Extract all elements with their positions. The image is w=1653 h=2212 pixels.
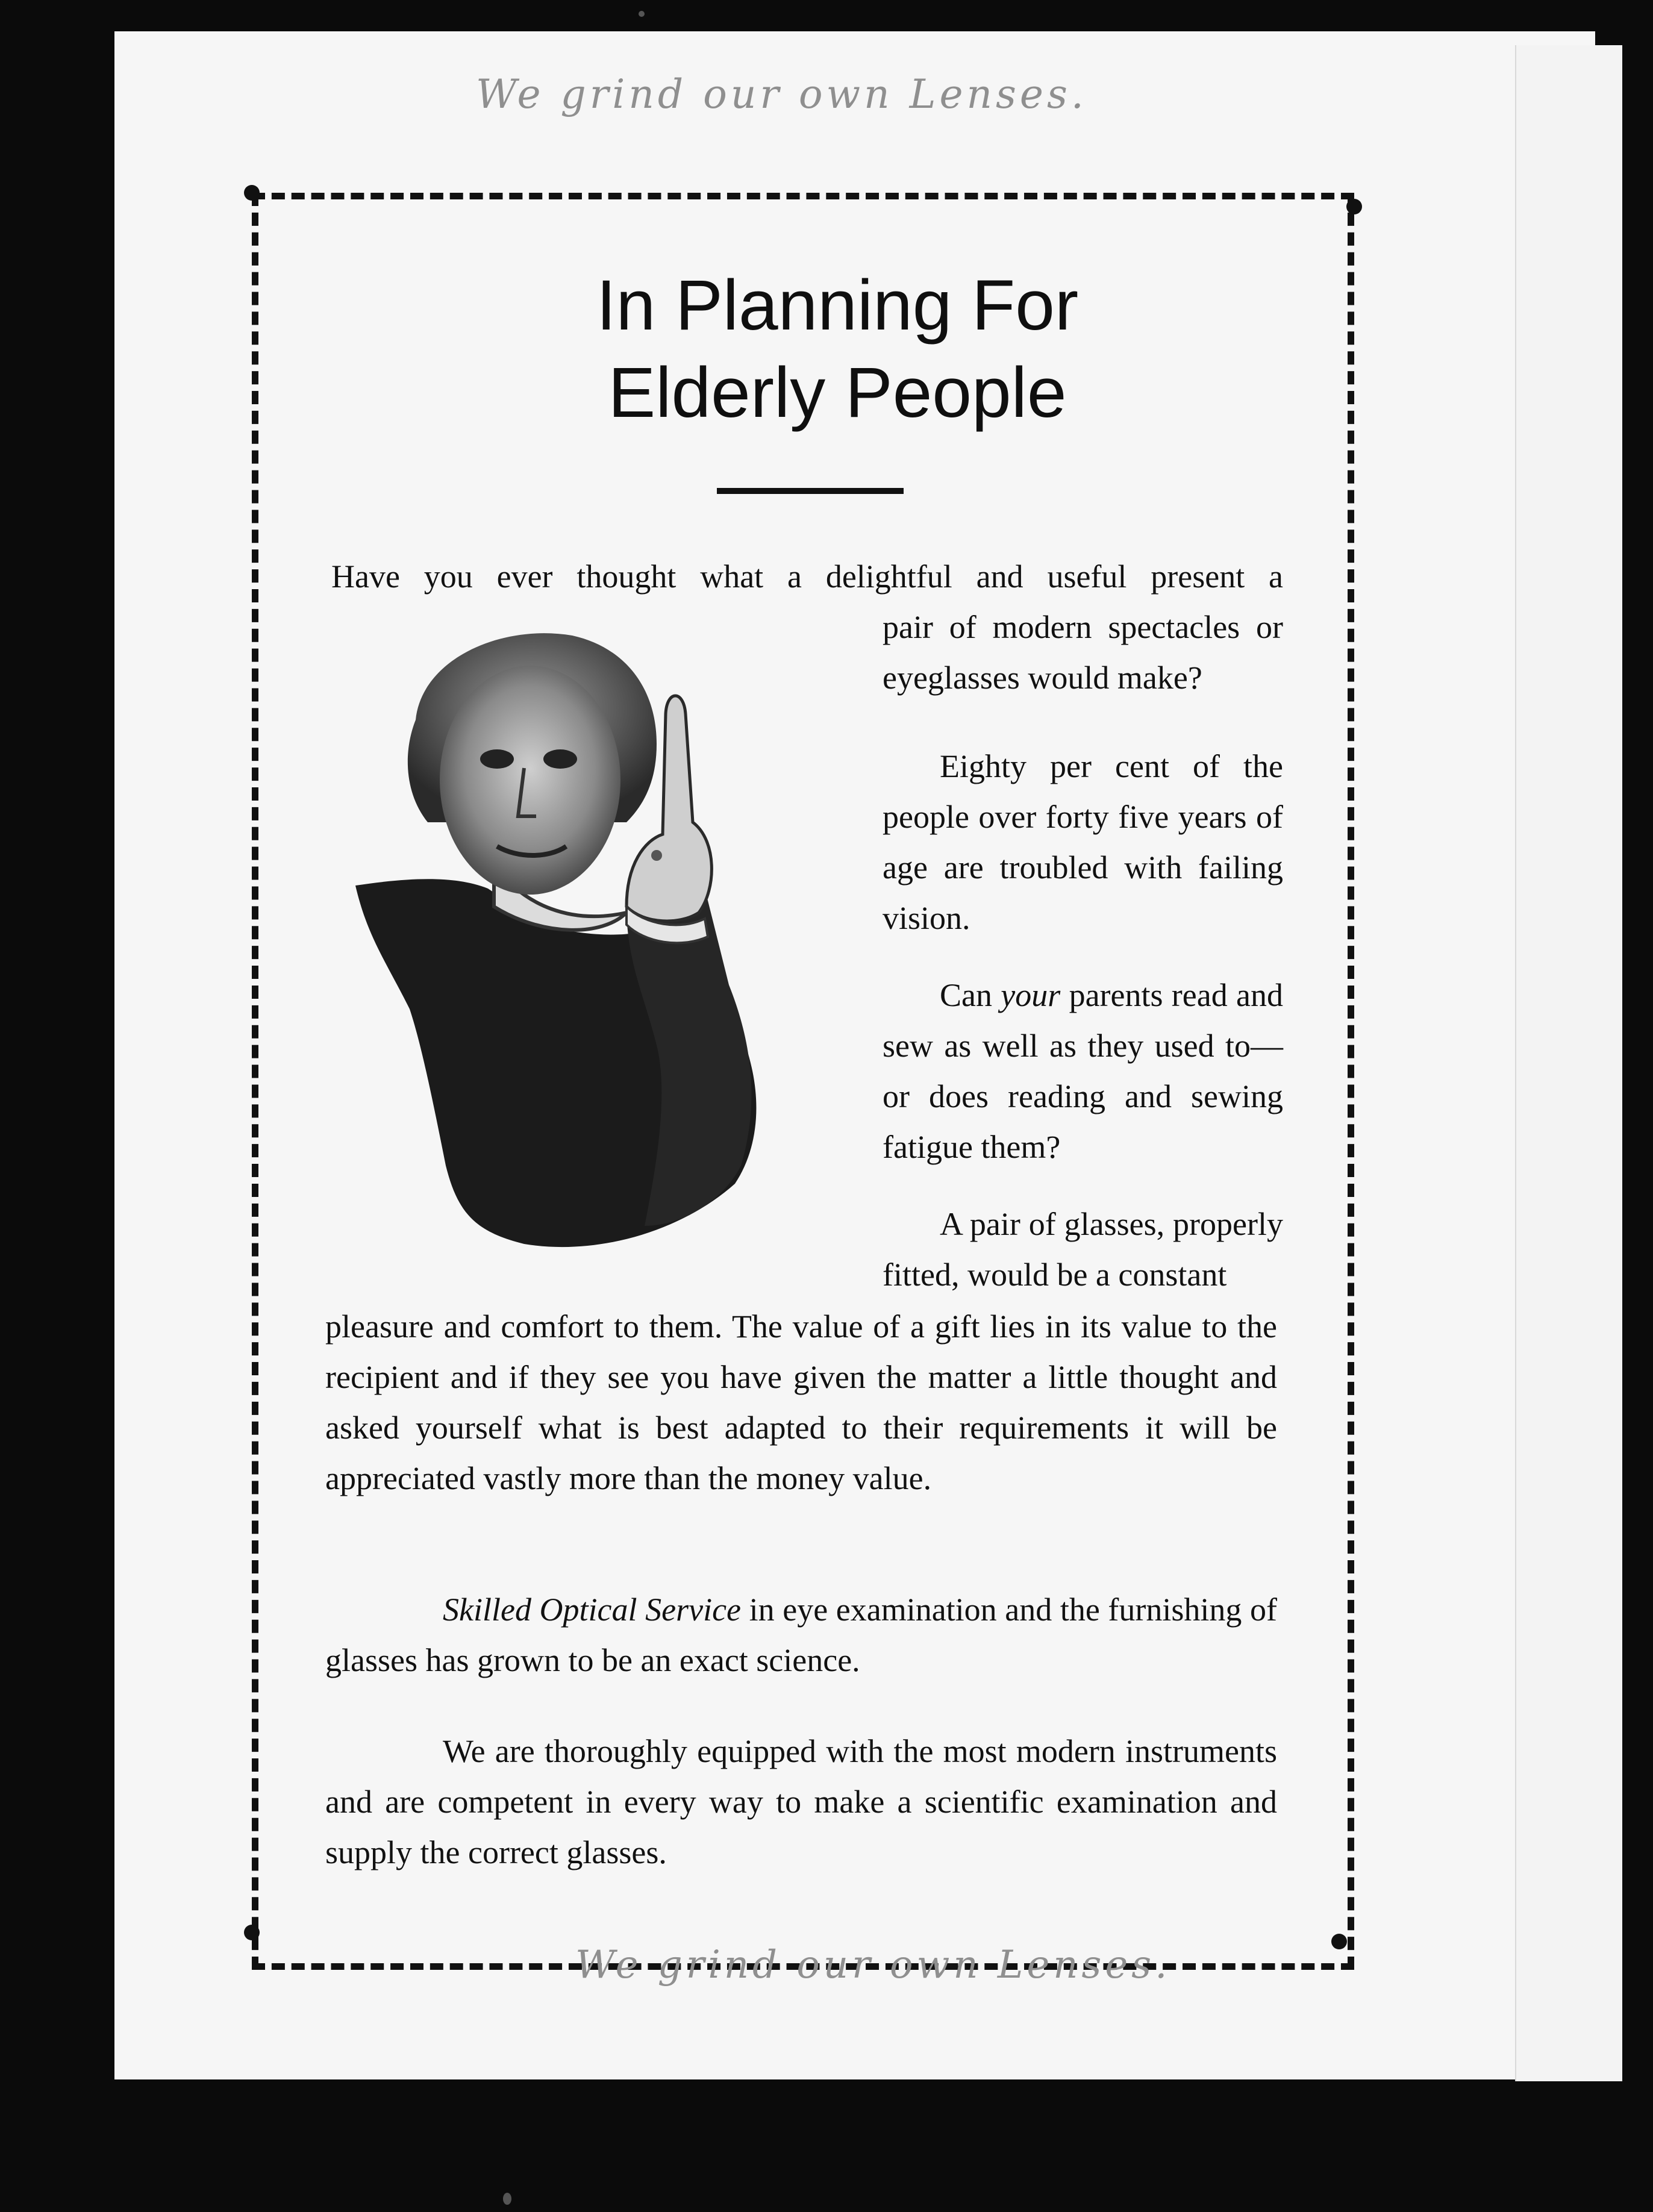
- title-line-1: In Planning For: [596, 266, 1079, 345]
- scan-speck: [639, 11, 645, 17]
- border-corner-ornament: [244, 1925, 260, 1940]
- scan-speck: [503, 2193, 511, 2205]
- paragraph-1-continuation: pair of modern spectacles or eyeglasses would make?: [883, 609, 1283, 696]
- paragraph-6: We are thoroughly equipped with the most modern instruments and are competent in every way to make a scientific examination and supply the correct glasses.: [325, 1733, 1277, 1870]
- paragraph-4-body: pleasure and comfort to them. The value of a gift lies in its value to the recipient and if they see you have given the matter a little thought and asked yourself what is best adapted to their requirements it will be appreciated vastly more than the money value.: [325, 1308, 1277, 1496]
- title-underline-rule: [717, 488, 904, 494]
- elderly-woman-illustration: [343, 623, 886, 1274]
- ad-title: [518, 262, 1157, 437]
- paragraph-4-opening: A pair of glasses, properly fitted, would be a constant: [883, 1206, 1283, 1293]
- paragraph-3: [883, 970, 1283, 1172]
- paragraph-1-first-line: Have you ever thought what a delightful and useful present a: [331, 558, 1283, 595]
- paragraph-3-body: parents read and sew as well as they used to—or does reading and sewing fatigue them?: [883, 977, 1283, 1165]
- paragraph-3-emphasis: your: [1001, 977, 1061, 1013]
- border-corner-ornament: [1331, 1934, 1347, 1949]
- paragraph-5-emphasis: Skilled Optical Service: [443, 1592, 742, 1628]
- paragraph-2: Eighty per cent of the people over forty five years of age are troubled with failing vision.: [883, 748, 1283, 936]
- border-corner-ornament: [1346, 199, 1362, 214]
- title-line-2: Elderly People: [608, 353, 1067, 433]
- paragraph-5: [325, 1584, 1277, 1686]
- paragraph-5-body: in eye examination and the furnishing of glasses has grown to be an exact science.: [325, 1592, 1277, 1678]
- facing-page-edge: [1515, 45, 1622, 2081]
- border-corner-ornament: [244, 185, 260, 201]
- footer-stamp: We grind our own Lenses.: [575, 1943, 1171, 1987]
- paragraph-3-lead: Can: [940, 977, 1001, 1013]
- header-stamp: We grind our own Lenses.: [476, 71, 1087, 117]
